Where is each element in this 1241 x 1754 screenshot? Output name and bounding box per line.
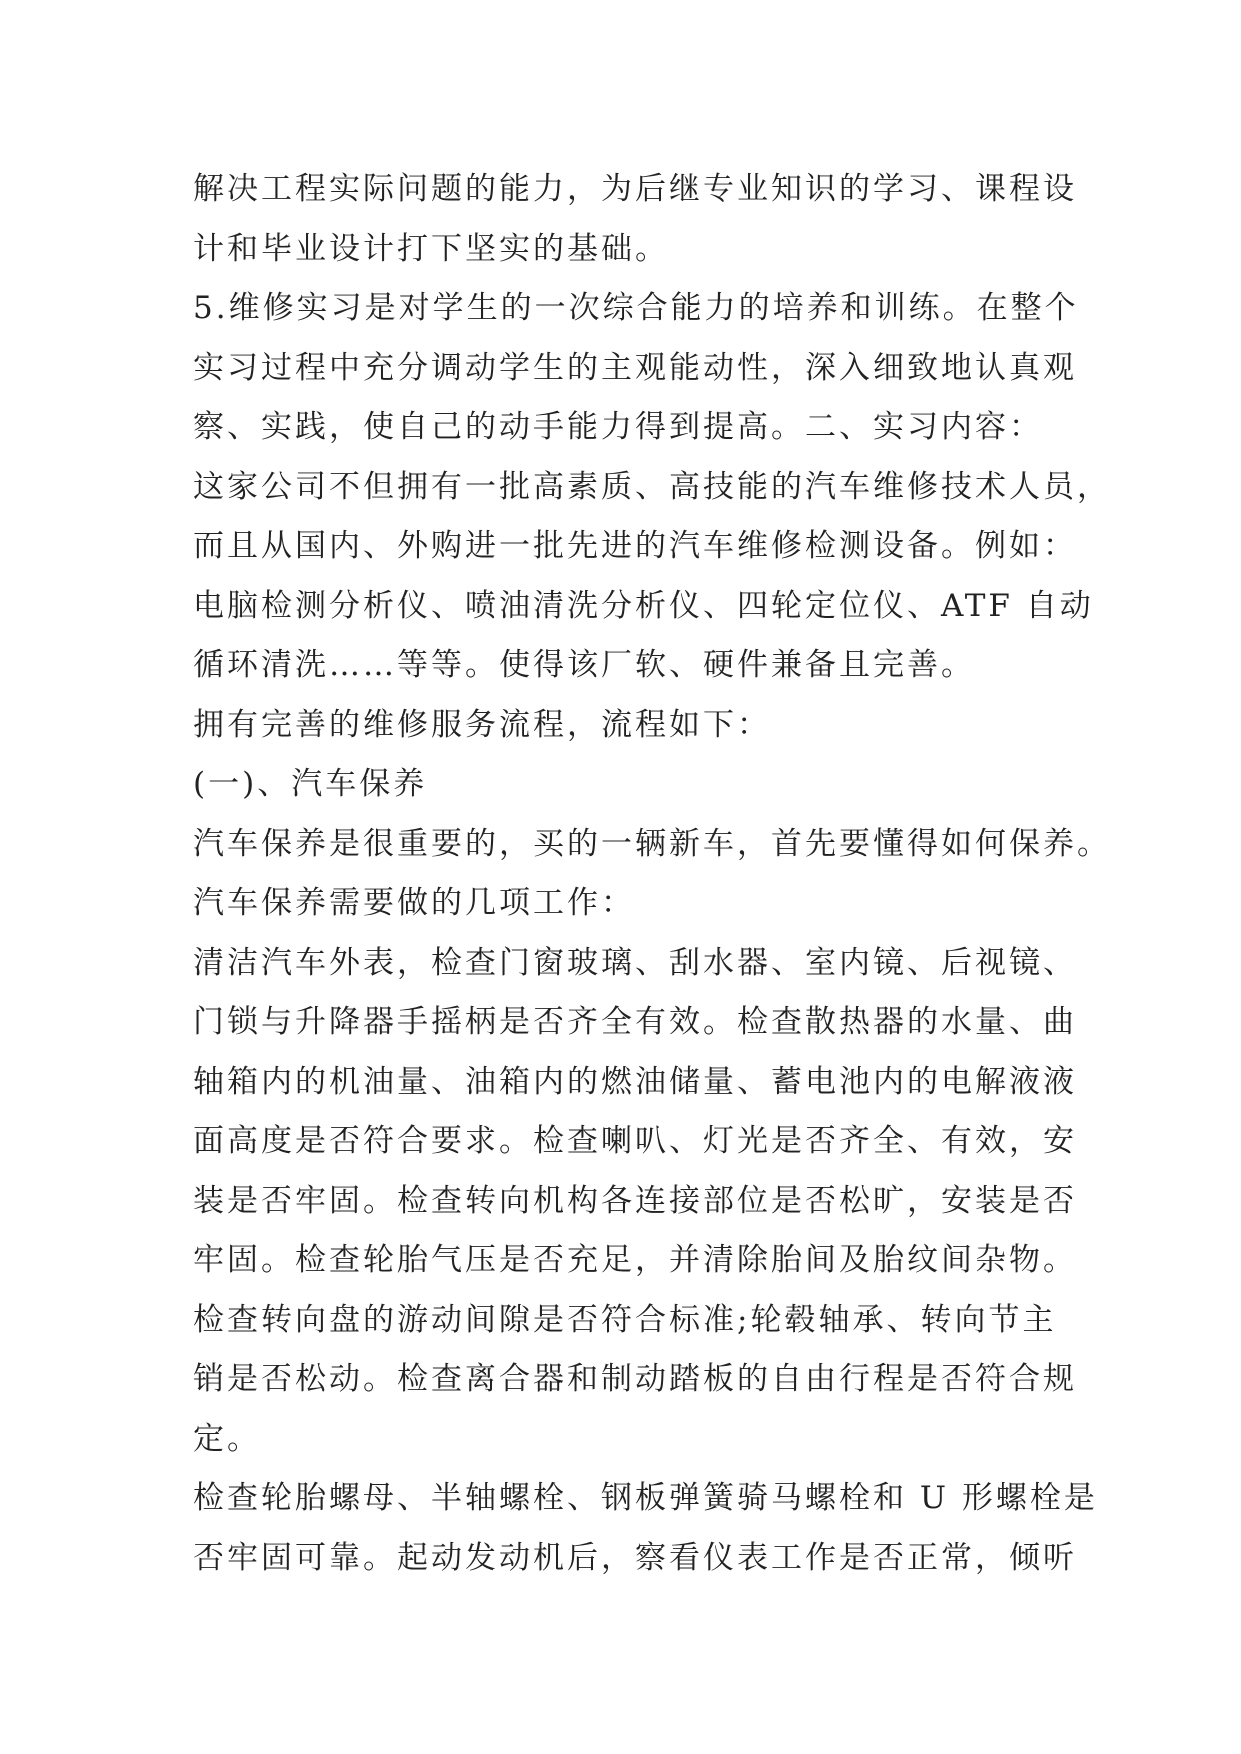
text-line: 检查轮胎螺母、半轴螺栓、钢板弹簧骑马螺栓和 U 形螺栓是 <box>193 1480 1098 1516</box>
text-line: 销是否松动。检查离合器和制动踏板的自由行程是否符合规 <box>193 1361 1077 1397</box>
text-line: 5.维修实习是对学生的一次综合能力的培养和训练。在整个 <box>193 290 1079 326</box>
text-line: 解决工程实际问题的能力，为后继专业知识的学习、课程设 <box>193 171 1077 207</box>
text-line: 装是否牢固。检查转向机构各连接部位是否松旷，安装是否 <box>193 1182 1077 1219</box>
text-line: 检查转向盘的游动间隙是否符合标准;轮毂轴承、转向节主 <box>193 1301 1057 1338</box>
text-line: 否牢固可靠。起动发动机后，察看仪表工作是否正常，倾听 <box>193 1539 1077 1576</box>
text-line: 察、实践，使自己的动手能力得到提高。二、实习内容： <box>193 409 1043 445</box>
text-line: 牢固。检查轮胎气压是否充足，并清除胎间及胎纹间杂物。 <box>193 1242 1077 1278</box>
text-line: 电脑检测分析仪、喷油清洗分析仪、四轮定位仪、ATF 自动 <box>193 587 1094 624</box>
document-text <box>193 160 1111 1588</box>
text-line: 循环清洗……等等。使得该厂软、硬件兼备且完善。 <box>193 647 975 683</box>
text-line: 清洁汽车外表，检查门窗玻璃、刮水器、室内镜、后视镜、 <box>193 944 1077 981</box>
text-line: 而且从国内、外购进一批先进的汽车维修检测设备。例如： <box>193 528 1077 564</box>
text-line: 实习过程中充分调动学生的主观能动性，深入细致地认真观 <box>193 349 1077 386</box>
text-line: 定。 <box>193 1420 261 1457</box>
text-line: 面高度是否符合要求。检查喇叭、灯光是否齐全、有效，安 <box>193 1123 1077 1159</box>
text-line: 轴箱内的机油量、油箱内的燃油储量、蓄电池内的电解液液 <box>193 1063 1077 1100</box>
text-line: 门锁与升降器手摇柄是否齐全有效。检查散热器的水量、曲 <box>193 1004 1077 1040</box>
text-line: 汽车保养是很重要的，买的一辆新车，首先要懂得如何保养。 <box>193 825 1111 862</box>
text-line: 拥有完善的维修服务流程，流程如下： <box>193 706 771 743</box>
text-line: 汽车保养需要做的几项工作： <box>193 885 635 921</box>
text-line: 这家公司不但拥有一批高素质、高技能的汽车维修技术人员， <box>193 468 1111 505</box>
text-line: 计和毕业设计打下坚实的基础。 <box>193 230 669 267</box>
section-heading: (一)、汽车保养 <box>193 766 428 802</box>
